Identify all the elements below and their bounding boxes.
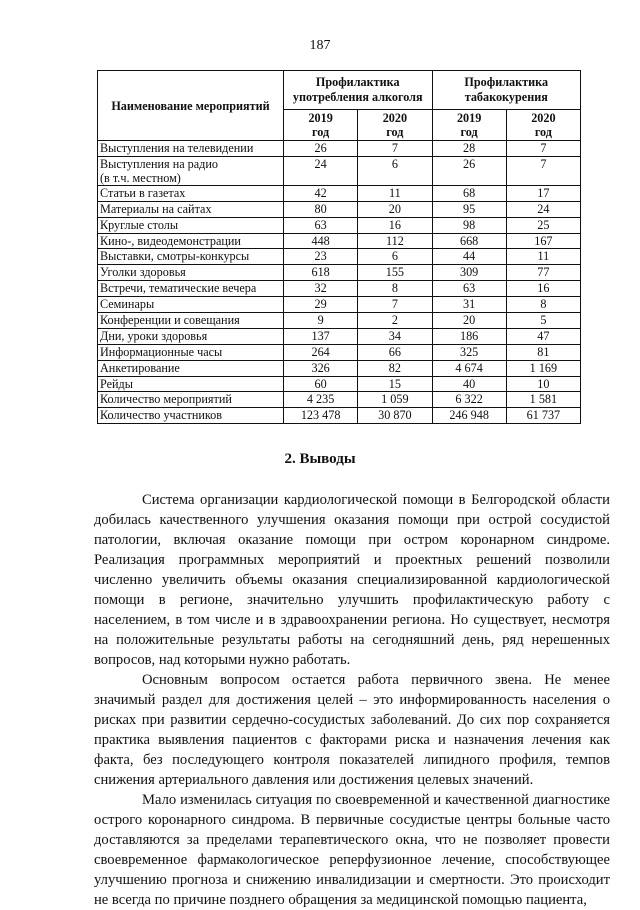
value-cell: 9 — [284, 313, 358, 329]
paragraph: Основным вопросом остается работа первичного звена. Не менее значимый раздел для достижения целей – это информированность населения о рисках при развитии сердечно-сосудистых заболеваний. До сих пор сохраняется практика выявления пациентов с факторами риска и назначения лечения как факта, без последующего контроля показателей липидного профиля, темпов снижения артериального давления или достижения целевых значений. — [94, 672, 610, 788]
events-name-header: Наименование мероприятий — [98, 71, 284, 141]
event-name-cell — [98, 344, 284, 360]
value-cell: 155 — [358, 265, 432, 281]
value-cell: 668 — [432, 233, 506, 249]
year-header — [506, 110, 580, 141]
value-cell: 137 — [284, 328, 358, 344]
alcohol-prevention-header — [284, 71, 433, 110]
event-name: Выступления на радио — [100, 156, 218, 171]
event-name: Кино-, видеодемонстрации — [100, 233, 241, 248]
value-cell: 7 — [358, 141, 432, 157]
paragraph: Мало изменилась ситуация по своевременной и качественной диагностике острого коронарного синдрома. В первичные сосудистые центры больные часто доставляются за пределами терапевтического окна, что не позволяет провести своевременное фармакологическое реперфузионное лечение, способствующее улучшению прогноза и снижению инвалидизации и смертности. Это происходит не всегда по причине позднего обращения за медицинской помощью пациента, — [94, 792, 610, 908]
year-unit: год — [386, 125, 404, 139]
value-cell: 68 — [432, 185, 506, 201]
year-header — [284, 110, 358, 141]
value-cell: 40 — [432, 376, 506, 392]
event-name: Материалы на сайтах — [100, 201, 212, 216]
value-cell: 25 — [506, 217, 580, 233]
value-cell: 11 — [358, 185, 432, 201]
value-cell: 448 — [284, 233, 358, 249]
table-row — [98, 392, 581, 408]
value-cell: 325 — [432, 344, 506, 360]
group-header-line: употребления алкоголя — [292, 90, 423, 104]
value-cell: 1 581 — [506, 392, 580, 408]
year-value: 2019 — [456, 111, 482, 125]
group-header-line: табакокурения — [464, 90, 548, 104]
table-row — [98, 249, 581, 265]
value-cell: 309 — [432, 265, 506, 281]
year-header — [432, 110, 506, 141]
value-cell: 98 — [432, 217, 506, 233]
value-cell: 16 — [506, 281, 580, 297]
value-cell: 24 — [506, 201, 580, 217]
event-name-cell — [98, 392, 284, 408]
value-cell: 20 — [432, 313, 506, 329]
value-cell: 42 — [284, 185, 358, 201]
value-cell: 80 — [284, 201, 358, 217]
value-cell: 66 — [358, 344, 432, 360]
conclusions-text — [94, 490, 610, 910]
event-name-cell — [98, 233, 284, 249]
value-cell: 28 — [432, 141, 506, 157]
table-row — [98, 344, 581, 360]
value-cell: 6 — [358, 156, 432, 185]
value-cell: 26 — [284, 141, 358, 157]
year-value: 2019 — [308, 111, 333, 125]
event-name-cell — [98, 328, 284, 344]
year-value: 2020 — [382, 111, 408, 125]
value-cell: 112 — [358, 233, 432, 249]
event-name: Рейды — [100, 376, 133, 391]
event-name: Количество мероприятий — [100, 392, 232, 407]
value-cell: 8 — [358, 281, 432, 297]
table-row — [98, 233, 581, 249]
paragraph: Система организации кардиологической помощи в Белгородской области добилась качественного улучшения оказания помощи при острой сосудистой патологии, включая оказание помощи при остром коронарном синдроме. Реализация программных мероприятий и проектных решений позволили численно увеличить объемы оказания специализированной кардиологической помощи в регионе, значительно улучшить профилактическую работу с населением, в том числе и в здравоохранении региона. Но существует, несмотря на положительные результаты работы на сегодняшний день, ряд нерешенных вопросов, над которыми нужно работать. — [94, 492, 610, 668]
table-row — [98, 201, 581, 217]
value-cell: 10 — [506, 376, 580, 392]
event-name-cell — [98, 297, 284, 313]
event-name-cell — [98, 376, 284, 392]
event-name: Дни, уроки здоровья — [100, 328, 208, 343]
value-cell: 16 — [358, 217, 432, 233]
value-cell: 29 — [284, 297, 358, 313]
value-cell: 30 870 — [358, 408, 432, 424]
event-name: Количество участников — [100, 408, 223, 423]
event-name: Анкетирование — [100, 360, 180, 375]
table-row — [98, 217, 581, 233]
year-unit: год — [312, 125, 330, 139]
value-cell: 4 235 — [284, 392, 358, 408]
event-name-cell — [98, 360, 284, 376]
event-name-cell — [98, 281, 284, 297]
table-row — [98, 141, 581, 157]
event-name-cell — [98, 201, 284, 217]
value-cell: 6 — [358, 249, 432, 265]
event-name: Семинары — [100, 297, 155, 312]
table-row — [98, 156, 581, 185]
year-header — [358, 110, 432, 141]
value-cell: 24 — [284, 156, 358, 185]
table-row — [98, 376, 581, 392]
value-cell: 20 — [358, 201, 432, 217]
value-cell: 186 — [432, 328, 506, 344]
table-row — [98, 360, 581, 376]
table-row — [98, 408, 581, 424]
value-cell: 8 — [506, 297, 580, 313]
value-cell: 7 — [506, 156, 580, 185]
value-cell: 31 — [432, 297, 506, 313]
event-name-cell — [98, 217, 284, 233]
value-cell: 1 169 — [506, 360, 580, 376]
event-name-cell — [98, 185, 284, 201]
value-cell: 2 — [358, 313, 432, 329]
value-cell: 4 674 — [432, 360, 506, 376]
value-cell: 7 — [506, 141, 580, 157]
value-cell: 60 — [284, 376, 358, 392]
event-name: Встречи, тематические вечера — [100, 281, 257, 296]
table-header-row — [98, 71, 581, 110]
value-cell: 7 — [358, 297, 432, 313]
events-table — [97, 70, 581, 424]
value-cell: 246 948 — [432, 408, 506, 424]
value-cell: 264 — [284, 344, 358, 360]
table-row — [98, 185, 581, 201]
group-header-line: Профилактика — [464, 75, 549, 89]
table-body — [98, 141, 581, 424]
event-name-cell — [98, 141, 284, 157]
value-cell: 6 322 — [432, 392, 506, 408]
value-cell: 44 — [432, 249, 506, 265]
smoking-prevention-header — [432, 71, 581, 110]
value-cell: 326 — [284, 360, 358, 376]
value-cell: 47 — [506, 328, 580, 344]
value-cell: 167 — [506, 233, 580, 249]
event-name-note: (в т.ч. местном) — [100, 170, 181, 185]
event-name: Круглые столы — [100, 217, 179, 232]
value-cell: 63 — [432, 281, 506, 297]
value-cell: 15 — [358, 376, 432, 392]
value-cell: 23 — [284, 249, 358, 265]
year-value: 2020 — [531, 111, 556, 125]
value-cell: 77 — [506, 265, 580, 281]
value-cell: 11 — [506, 249, 580, 265]
value-cell: 95 — [432, 201, 506, 217]
event-name-cell — [98, 408, 284, 424]
table-row — [98, 328, 581, 344]
table-row — [98, 281, 581, 297]
year-unit: год — [460, 125, 478, 139]
value-cell: 5 — [506, 313, 580, 329]
value-cell: 81 — [506, 344, 580, 360]
year-unit: год — [534, 125, 552, 139]
event-name: Выступления на телевидении — [100, 141, 254, 155]
value-cell: 82 — [358, 360, 432, 376]
table-row — [98, 297, 581, 313]
value-cell: 61 737 — [506, 408, 580, 424]
event-name-cell — [98, 156, 284, 185]
event-name: Уголки здоровья — [100, 265, 186, 280]
value-cell: 123 478 — [284, 408, 358, 424]
event-name: Статьи в газетах — [100, 185, 186, 200]
event-name-cell — [98, 249, 284, 265]
event-name: Информационные часы — [100, 344, 223, 359]
value-cell: 63 — [284, 217, 358, 233]
value-cell: 26 — [432, 156, 506, 185]
page-number: 187 — [309, 38, 331, 53]
section-heading: 2. Выводы — [284, 451, 356, 467]
event-name: Конференции и совещания — [100, 313, 240, 328]
value-cell: 34 — [358, 328, 432, 344]
group-header-line: Профилактика — [315, 75, 400, 89]
value-cell: 618 — [284, 265, 358, 281]
event-name-cell — [98, 265, 284, 281]
table-row — [98, 265, 581, 281]
value-cell: 32 — [284, 281, 358, 297]
event-name: Выставки, смотры-конкурсы — [100, 249, 250, 264]
event-name-cell — [98, 313, 284, 329]
table-row — [98, 313, 581, 329]
value-cell: 17 — [506, 185, 580, 201]
value-cell: 1 059 — [358, 392, 432, 408]
